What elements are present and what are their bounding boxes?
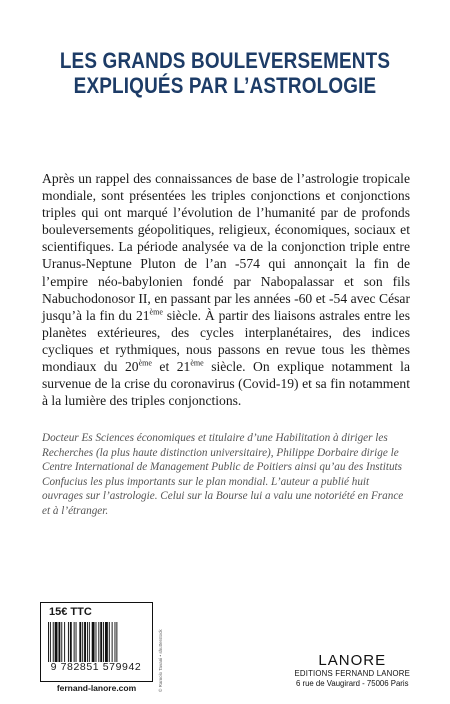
book-title-line-2: EXPLIQUÉS PAR L’ASTROLOGIE: [73, 73, 377, 98]
photo-credit: © Ramolo Tavani • shutterstock: [158, 629, 163, 692]
book-title-line-1: LES GRANDS BOULEVERSEMENTS: [59, 48, 391, 73]
publisher-block: [294, 653, 410, 689]
price-label: 15€ TTC: [49, 606, 92, 618]
superscript-eme: ème: [190, 358, 204, 368]
summary-text-3: et 21: [151, 359, 191, 375]
isbn-number: 9 782851 579942: [50, 661, 142, 673]
price-barcode-box: [40, 602, 153, 682]
publisher-logo: LANORE: [318, 652, 387, 669]
superscript-eme: ème: [138, 358, 152, 368]
publisher-name: EDITIONS FERNAND LANORE: [294, 669, 410, 678]
isbn-barcode: [46, 622, 147, 662]
publisher-address: 6 rue de Vaugirard - 75006 Paris: [295, 679, 409, 688]
summary-text-4: siècle. On explique notamment la survenue de la crise du coronavirus (Covid-19) et sa fin notamment à la lumière des triples conjonctions.: [42, 359, 410, 409]
author-bio: Docteur Es Sciences économiques et titulaire d’une Habilitation à diriger les Recherches (la plus haute distinction universitaire), Philippe Dorbaire dirige le Centre International de Management Public de Poitiers ainsi qu’au des Instituts Confucius les plus importants sur le plan mondial. L’auteur a publié huit ouvrages sur l’astrologie. Celui sur la Bourse lui a valu une notoriété en France et à l’étranger.: [42, 432, 404, 517]
superscript-eme: ème: [149, 307, 163, 317]
book-summary: [42, 170, 410, 409]
summary-text-1: Après un rappel des connaissances de base de l’astrologie tropicale mondiale, sont présentées les triples conjonctions et conjonctions triples qui ont marqué l’évolution de l’humanité par de profonds bouleversements géopolitiques, religieux, économiques, sociaux et scientifiques. La période analysée va de la conjonction triple entre Uranus-Neptune Pluton de l’an -574 qui annonçait la fin de l’empire néo-babylonien fondé par Nabopalassar et son fils Nabuchodonosor II, en passant par les années -60 et -54 avec César jusqu’à la fin du 21: [42, 171, 410, 323]
summary-text-2: siècle. À partir des liaisons astrales entre les planètes extérieures, des cycles interplanétaires, des indices cycliques et rythmiques, nous passons en revue tous les thèmes mondiaux du 20: [42, 307, 410, 375]
book-title: [32, 48, 419, 98]
publisher-website: fernand-lanore.com: [56, 683, 137, 693]
